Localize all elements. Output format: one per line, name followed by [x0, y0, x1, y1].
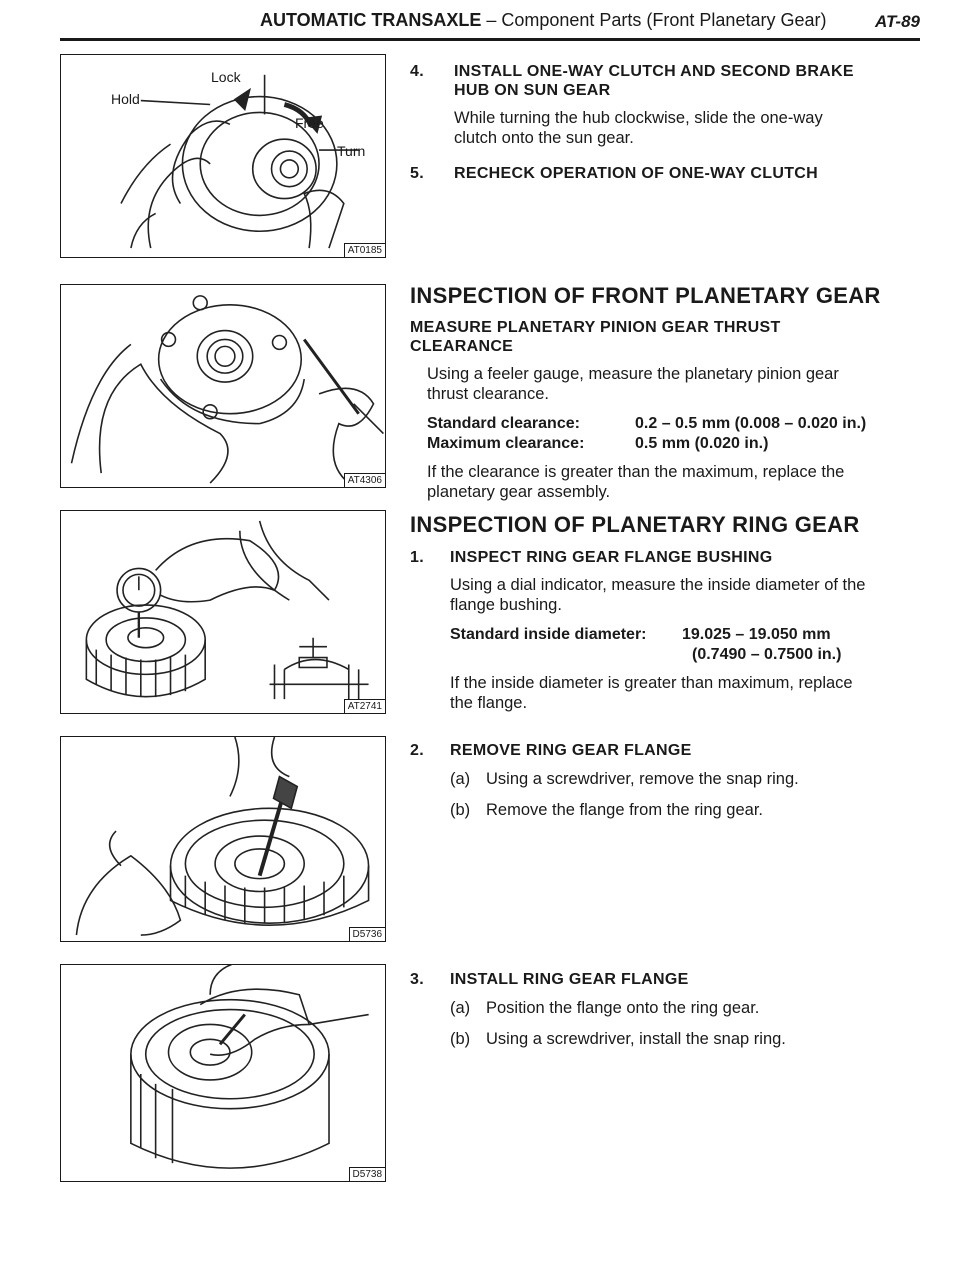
figure-dial-indicator [60, 510, 386, 714]
substep-mark: (a) [450, 770, 471, 788]
planetary-body [427, 364, 902, 502]
header-title-rest: – Component Parts (Front Planetary Gear) [481, 10, 827, 30]
planetary-text-line1: Using a feeler gauge, measure the planetary pinion gear [427, 365, 839, 383]
ring-step-1-text-line1: Using a dial indicator, measure the inside diameter of the [450, 576, 866, 594]
spec-value-inch: (0.7490 – 0.7500 in.) [692, 646, 842, 663]
step-number: 4. [410, 63, 424, 80]
step-4-heading-line2: HUB ON SUN GEAR [454, 82, 611, 99]
substep-text: Using a screwdriver, install the snap ring. [486, 1030, 786, 1048]
figure-planetary-gear [60, 284, 386, 488]
figure-code: D5738 [349, 1167, 385, 1181]
step-number: 1. [410, 549, 424, 566]
ring-step-3-a [450, 998, 900, 1018]
step-5-heading: RECHECK OPERATION OF ONE-WAY CLUTCH [454, 165, 818, 182]
substep-text: Using a screwdriver, remove the snap ring. [486, 770, 799, 788]
planetary-note-line2: planetary gear assembly. [427, 483, 611, 501]
spec-label: Maximum clearance: [427, 435, 585, 452]
label-lock: Lock [211, 69, 241, 85]
substep-text: Remove the flange from the ring gear. [486, 801, 763, 819]
ring-step-2-heading: REMOVE RING GEAR FLANGE [450, 742, 692, 759]
step-4-heading-line1: INSTALL ONE-WAY CLUTCH AND SECOND BRAKE [454, 63, 854, 80]
page-number: AT-89 [874, 12, 920, 31]
figure-code: AT4306 [344, 473, 385, 487]
figure-remove-snap-ring [60, 736, 386, 942]
spec-label: Standard clearance: [427, 415, 580, 432]
step-4-text-line1: While turning the hub clockwise, slide the one-way [454, 109, 823, 127]
ring-step-2-b [450, 800, 900, 820]
label-hold: Hold [111, 91, 140, 107]
substep-mark: (b) [450, 801, 471, 819]
page-header [60, 6, 920, 40]
figure-code: D5736 [349, 927, 385, 941]
substep-mark: (a) [450, 999, 471, 1017]
spec-standard-inside-diameter [450, 625, 900, 645]
spec-standard-clearance [427, 414, 902, 434]
ring-step-3-b [450, 1029, 900, 1049]
section-title-ring-gear: INSPECTION OF PLANETARY RING GEAR [410, 512, 860, 537]
planetary-subheading [410, 318, 900, 356]
spec-value-mm: 19.025 – 19.050 mm [682, 626, 831, 643]
ring-step-3-heading: INSTALL RING GEAR FLANGE [450, 971, 689, 988]
spec-maximum-clearance [427, 434, 902, 454]
step-4 [410, 62, 900, 147]
illustration-feeler-gauge [61, 285, 385, 487]
step-number: 5. [410, 165, 424, 182]
ring-step-2 [410, 741, 900, 821]
spec-label: Standard inside diameter: [450, 626, 647, 643]
spec-value-inch-row [450, 645, 900, 665]
header-rule [60, 38, 920, 41]
step-5 [410, 164, 900, 186]
figure-one-way-clutch [60, 54, 386, 258]
ring-step-1-note-line1: If the inside diameter is greater than maximum, replace [450, 674, 853, 692]
section-title-planetary: INSPECTION OF FRONT PLANETARY GEAR [410, 283, 881, 308]
step-number: 2. [410, 742, 424, 759]
spec-value: 0.2 – 0.5 mm (0.008 – 0.020 in.) [635, 415, 867, 432]
ring-step-1-heading: INSPECT RING GEAR FLANGE BUSHING [450, 549, 773, 566]
illustration-dial-indicator [61, 511, 385, 713]
ring-step-1-text-line2: flange bushing. [450, 596, 562, 614]
planetary-text-line2: thrust clearance. [427, 385, 549, 403]
figure-code: AT0185 [344, 243, 385, 257]
step-4-text-line2: clutch onto the sun gear. [454, 129, 634, 147]
header-title [260, 10, 826, 31]
planetary-subheading-line2: CLEARANCE [410, 338, 514, 355]
ring-step-1 [410, 548, 900, 718]
header-title-bold: AUTOMATIC TRANSAXLE [260, 10, 482, 30]
label-free: Free [295, 115, 324, 131]
figure-code: AT2741 [344, 699, 385, 713]
illustration-screwdriver-remove [61, 737, 385, 941]
planetary-note-line1: If the clearance is greater than the maximum, replace the [427, 463, 845, 481]
substep-text: Position the flange onto the ring gear. [486, 999, 760, 1017]
substep-mark: (b) [450, 1030, 471, 1048]
ring-step-1-note-line2: the flange. [450, 694, 528, 712]
planetary-subheading-line1: MEASURE PLANETARY PINION GEAR THRUST [410, 319, 781, 336]
spec-value: 0.5 mm (0.020 in.) [635, 435, 769, 452]
figure-install-snap-ring [60, 964, 386, 1182]
label-turn: Turn [337, 143, 366, 159]
step-number: 3. [410, 971, 424, 988]
ring-step-2-a [450, 769, 900, 789]
illustration-screwdriver-install [61, 965, 385, 1181]
ring-step-3 [410, 970, 900, 1050]
